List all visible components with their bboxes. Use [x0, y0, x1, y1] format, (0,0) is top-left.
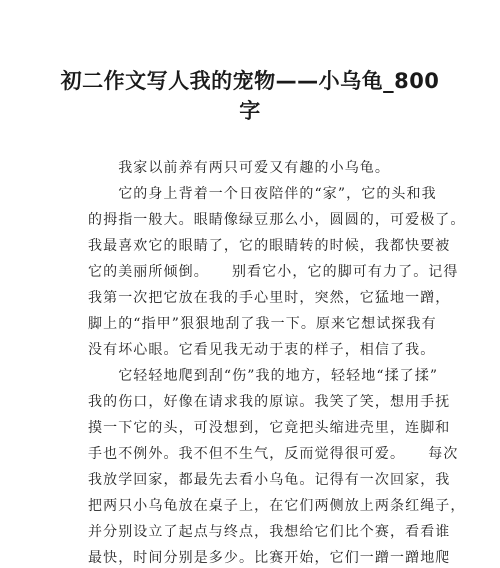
- body-line: 没有坏心眼。它看见我无动于衷的样子，相信了我。: [88, 342, 436, 358]
- body-line: 我第一次把它放在我的手心里时，突然，它猛地一蹭，: [88, 290, 451, 306]
- body-line: 它轻轻地爬到刮“伤”我的地方，轻轻地“揉了揉”: [88, 368, 439, 384]
- body-line: 我最喜欢它的眼睛了，它的眼睛转的时候，我都快要被: [88, 238, 451, 254]
- body-line: 的拇指一般大。眼睛像绿豆那么小，圆圆的，可爱极了。: [88, 212, 466, 228]
- body-line: 手也不例外。我不但不生气，反而觉得很可爱。 每次: [88, 446, 459, 462]
- body-line: 我的伤口，好像在请求我的原谅。我笑了笑，想用手抚: [88, 394, 451, 410]
- body-line: 脚上的“指甲”狠狠地刮了我一下。原来它想试探我有: [88, 316, 437, 332]
- body-line: 把两只小乌龟放在桌子上，在它们两侧放上两条红绳子，: [88, 498, 466, 514]
- body-line: 它的美丽所倾倒。 别看它小，它的脚可有力了。记得: [88, 264, 459, 280]
- body-line: 我家以前养有两只可爱又有趣的小乌龟。: [88, 160, 390, 176]
- body-line: 最快，时间分别是多少。比赛开始，它们一蹭一蹭地爬: [88, 550, 451, 566]
- body-line: 它的身上背着一个日夜陪伴的“家”，它的头和我: [88, 186, 437, 202]
- body-line: 并分别设立了起点与终点，我想给它们比个赛，看看谁: [88, 524, 451, 540]
- body-line: 摸一下它的头，可没想到，它竟把头缩进壳里，连脚和: [88, 420, 451, 436]
- document-title: 初二作文写人我的宠物——小乌龟_800字: [60, 69, 440, 123]
- body-line: 我放学回家，都最先去看小乌龟。记得有一次回家，我: [88, 472, 451, 488]
